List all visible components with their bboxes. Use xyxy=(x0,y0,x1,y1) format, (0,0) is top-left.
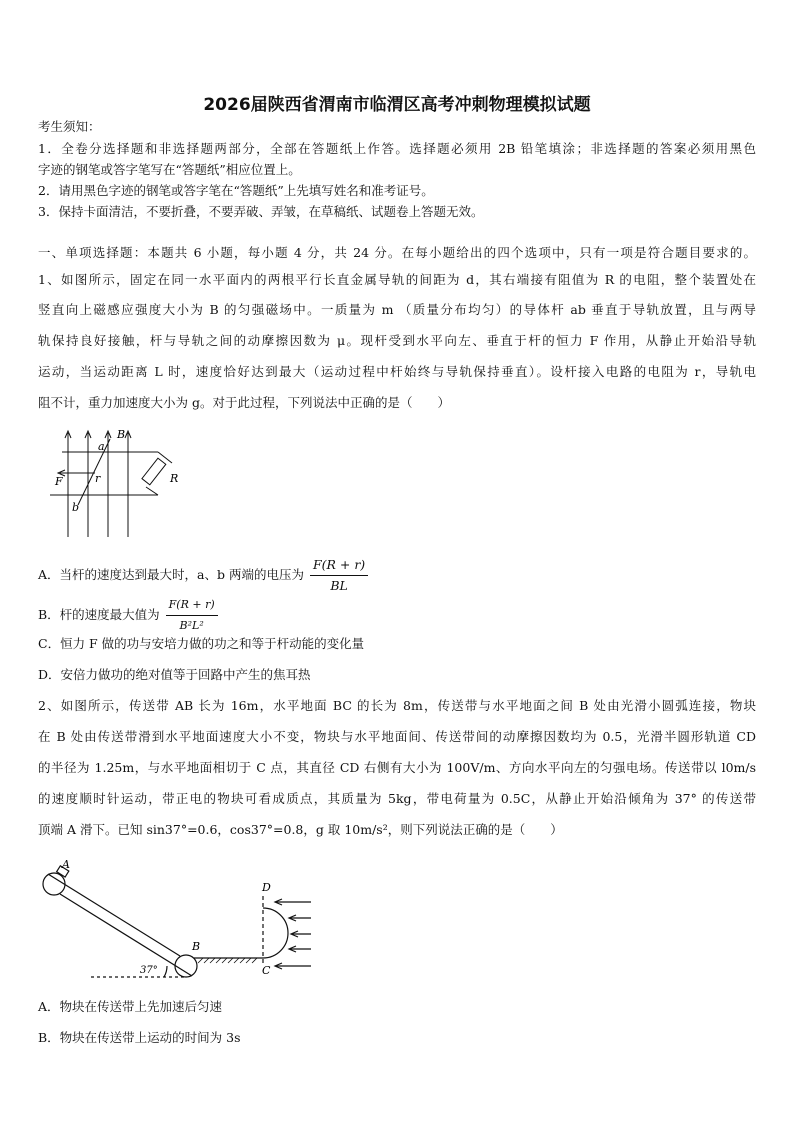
q2-figure xyxy=(36,856,326,986)
q1-option-b[interactable] xyxy=(38,595,218,636)
q2-fig-label-D: D xyxy=(262,881,271,894)
q1-line-4: 运动，当运动距离 L 时，速度恰好达到最大（运动过程中杆始终与导轨保持垂直）。设杆接入电路的电阻为 r，导轨电 xyxy=(38,364,756,379)
notice-line-1b: 字迹的钢笔或答字笔写在“答题纸”相应位置上。 xyxy=(38,162,301,177)
q1-option-a-denominator: BL xyxy=(330,578,348,593)
q1-option-c[interactable]: C．恒力 F 做的功与安培力做的功之和等于杆动能的变化量 xyxy=(38,636,365,651)
q1-fig-label-a: a xyxy=(98,440,105,453)
notice-line-2: 2．请用黑色字迹的钢笔或答字笔在“答题纸”上先填写姓名和准考证号。 xyxy=(38,183,434,198)
q1-option-a-text: A．当杆的速度达到最大时，a、b 两端的电压为 xyxy=(38,567,304,582)
notice-line-1a: 1．全卷分选择题和非选择题两部分，全部在答题纸上作答。选择题必须用 2B 铅笔填涂；非选择题的答案必须用黑色 xyxy=(38,141,756,156)
q2-line-1: 2、如图所示，传送带 AB 长为 16m，水平地面 BC 的长为 8m，传送带与水平地面之间 B 处由光滑小圆弧连接，物块 xyxy=(38,698,756,713)
q2-fig-label-C: C xyxy=(262,964,271,977)
notice-heading: 考生须知： xyxy=(38,119,101,134)
q2-fig-angle: 37° xyxy=(140,965,158,976)
q1-line-1: 1、如图所示，固定在同一水平面内的两根平行长直金属导轨的间距为 d，其右端接有阻值为 R 的电阻，整个装置处在 xyxy=(38,272,756,287)
q2-option-b[interactable]: B．物块在传送带上运动的时间为 3s xyxy=(38,1030,241,1045)
notice-line-3: 3．保持卡面清洁，不要折叠，不要弄破、弄皱，在草稿纸、试题卷上答题无效。 xyxy=(38,204,484,219)
q1-line-3: 轨保持良好接触，杆与导轨之间的动摩擦因数为 μ。现杆受到水平向左、垂直于杆的恒力 F 作用，从静止开始沿导轨 xyxy=(38,333,756,348)
q1-option-a[interactable] xyxy=(38,555,368,596)
page-title: 2026届陕西省渭南市临渭区高考冲刺物理模拟试题 xyxy=(203,95,591,115)
q1-fig-label-B: B xyxy=(117,428,126,441)
q1-fig-label-b: b xyxy=(72,501,80,514)
q1-figure xyxy=(50,425,190,540)
q2-line-2: 在 B 处由传送带滑到水平地面速度大小不变，物块与水平地面间、传送带间的动摩擦因数均为 0.5，光滑半圆形轨道 CD xyxy=(38,729,756,744)
q1-fig-label-R: R xyxy=(170,472,179,485)
q2-option-a[interactable]: A．物块在传送带上先加速后匀速 xyxy=(38,999,223,1014)
q2-fig-label-A: A xyxy=(62,858,70,871)
q1-option-a-fraction xyxy=(310,555,368,596)
q2-line-4: 的速度顺时针运动，带正电的物块可看成质点，其质量为 5kg，带电荷量为 0.5C，从静止开始沿倾角为 37° 的传送带 xyxy=(38,791,756,806)
section-heading: 一、单项选择题：本题共 6 小题，每小题 4 分，共 24 分。在每小题给出的四个选项中，只有一项是符合题目要求的。 xyxy=(38,245,756,260)
q1-option-a-numerator: F(R + r) xyxy=(310,555,368,576)
q1-option-d[interactable]: D．安倍力做功的绝对值等于回路中产生的焦耳热 xyxy=(38,667,311,682)
q1-option-b-text: B．杆的速度最大值为 xyxy=(38,607,160,622)
q2-line-3: 的半径为 1.25m，与水平地面相切于 C 点，其直径 CD 右侧有大小为 100V/m、方向水平向左的匀强电场。传送带以 l0m/s xyxy=(38,760,756,775)
q1-option-b-denominator: B²L² xyxy=(179,619,204,632)
q2-line-5: 顶端 A 滑下。已知 sin37°=0.6，cos37°=0.8，g 取 10m/s²，则下列说法正确的是（ ） xyxy=(38,822,563,837)
q1-line-5: 阻不计，重力加速度大小为 g。对于此过程，下列说法中正确的是（ ） xyxy=(38,395,450,410)
q1-option-b-numerator: F(R + r) xyxy=(166,595,218,616)
q1-line-2: 竖直向上磁感应强度大小为 B 的匀强磁场中。一质量为 m （质量分布均匀）的导体杆 ab 垂直于导轨放置，且与两导 xyxy=(38,302,756,317)
q1-fig-label-F: F xyxy=(55,475,63,488)
q1-option-b-fraction xyxy=(166,595,218,636)
q2-fig-label-B: B xyxy=(192,940,201,953)
q1-fig-label-r: r xyxy=(95,472,101,485)
